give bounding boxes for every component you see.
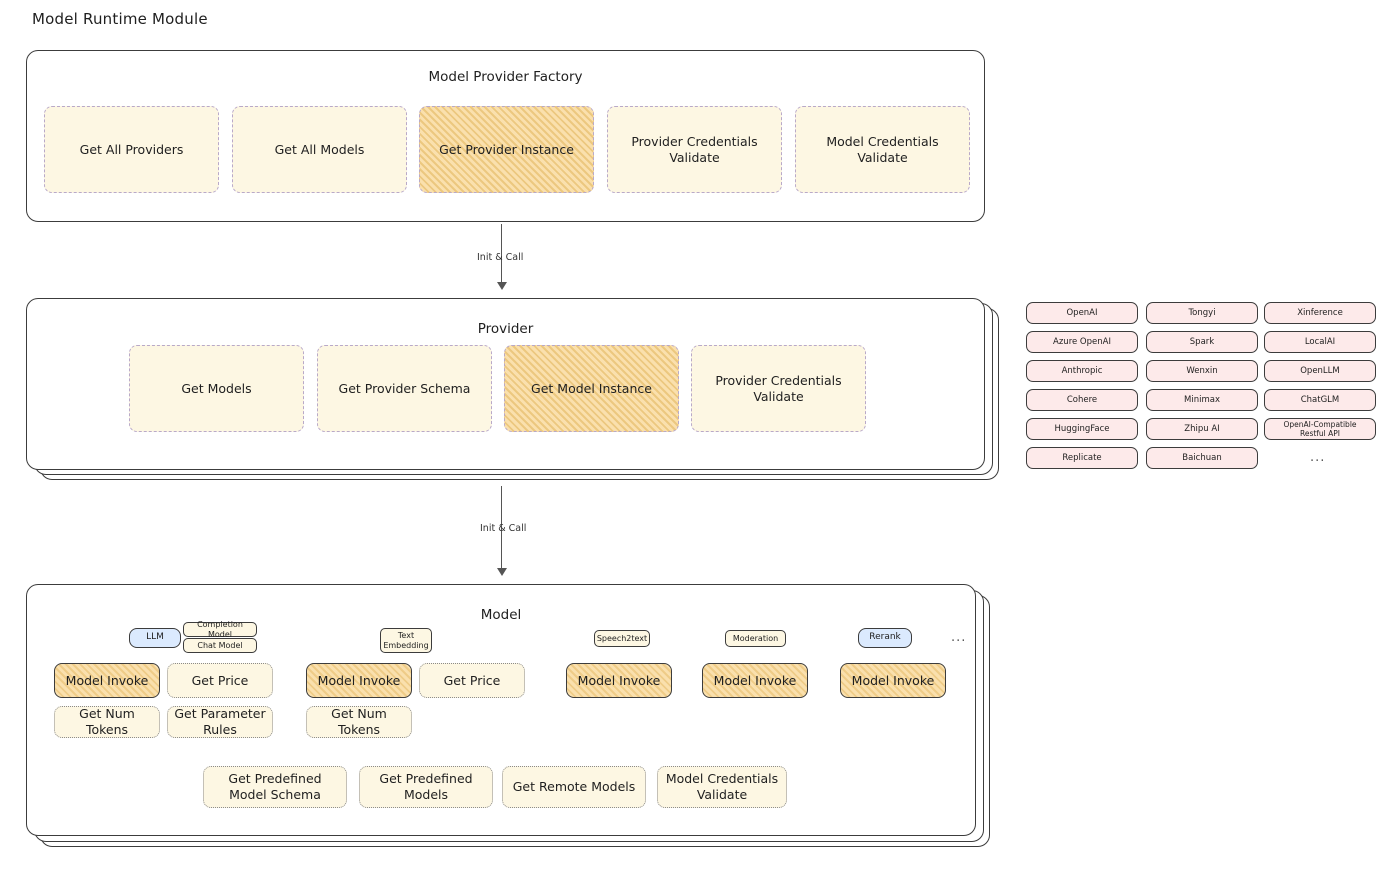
model-node-model-credentials-validate[interactable]: Model Credentials Validate xyxy=(657,766,787,808)
model-node-get-predefined-models[interactable]: Get Predefined Models xyxy=(359,766,493,808)
model-node-llm-get-num-tokens[interactable]: Get Num Tokens xyxy=(54,706,160,738)
factory-node-provider-credentials-validate[interactable]: Provider Credentials Validate xyxy=(607,106,782,193)
factory-node-get-all-providers[interactable]: Get All Providers xyxy=(44,106,219,193)
provider-list-item-azure-openai[interactable]: Azure OpenAI xyxy=(1026,331,1138,353)
arrow-factory-to-provider-head xyxy=(497,282,507,290)
provider-list-item-cohere[interactable]: Cohere xyxy=(1026,389,1138,411)
model-type-rerank[interactable]: Rerank xyxy=(858,628,912,648)
factory-node-get-all-models[interactable]: Get All Models xyxy=(232,106,407,193)
provider-list-item-tongyi[interactable]: Tongyi xyxy=(1146,302,1258,324)
provider-node-get-provider-schema[interactable]: Get Provider Schema xyxy=(317,345,492,432)
model-node-get-predefined-model-schema[interactable]: Get Predefined Model Schema xyxy=(203,766,347,808)
model-node-llm-model-invoke[interactable]: Model Invoke xyxy=(54,663,160,698)
provider-list-item-baichuan[interactable]: Baichuan xyxy=(1146,447,1258,469)
provider-node-get-model-instance[interactable]: Get Model Instance xyxy=(504,345,679,432)
model-type-llm[interactable]: LLM xyxy=(129,628,181,648)
model-title: Model xyxy=(480,607,522,623)
model-type-speech2text[interactable]: Speech2text xyxy=(594,630,650,647)
provider-node-provider-credentials-validate[interactable]: Provider Credentials Validate xyxy=(691,345,866,432)
provider-list-item-spark[interactable]: Spark xyxy=(1146,331,1258,353)
model-node-llm-get-price[interactable]: Get Price xyxy=(167,663,273,698)
arrow-provider-to-model-label: Init & Call xyxy=(480,523,527,534)
provider-list-item-xinference[interactable]: Xinference xyxy=(1264,302,1376,324)
factory-node-get-provider-instance[interactable]: Get Provider Instance xyxy=(419,106,594,193)
model-node-get-remote-models[interactable]: Get Remote Models xyxy=(502,766,646,808)
model-node-rerank-model-invoke[interactable]: Model Invoke xyxy=(840,663,946,698)
model-node-text-embedding-model-invoke[interactable]: Model Invoke xyxy=(306,663,412,698)
provider-list-item-replicate[interactable]: Replicate xyxy=(1026,447,1138,469)
model-node-llm-get-parameter-rules[interactable]: Get Parameter Rules xyxy=(167,706,273,738)
provider-list-item-chatglm[interactable]: ChatGLM xyxy=(1264,389,1376,411)
arrow-provider-to-model-head xyxy=(497,568,507,576)
provider-list-more: ... xyxy=(1310,450,1326,465)
provider-list-item-wenxin[interactable]: Wenxin xyxy=(1146,360,1258,382)
model-node-speech2text-model-invoke[interactable]: Model Invoke xyxy=(566,663,672,698)
page-title: Model Runtime Module xyxy=(32,10,208,28)
model-subtype-completion-model[interactable]: Completion Model xyxy=(183,622,257,637)
model-provider-factory-title: Model Provider Factory xyxy=(428,69,583,85)
factory-node-model-credentials-validate[interactable]: Model Credentials Validate xyxy=(795,106,970,193)
arrow-factory-to-provider-label: Init & Call xyxy=(477,252,524,263)
provider-list-item-openai-compatible-restful-api[interactable]: OpenAI-Compatible Restful API xyxy=(1264,418,1376,440)
model-subtype-chat-model[interactable]: Chat Model xyxy=(183,638,257,653)
provider-list-item-anthropic[interactable]: Anthropic xyxy=(1026,360,1138,382)
provider-node-get-models[interactable]: Get Models xyxy=(129,345,304,432)
provider-list-item-huggingface[interactable]: HuggingFace xyxy=(1026,418,1138,440)
model-node-text-embedding-get-price[interactable]: Get Price xyxy=(419,663,525,698)
provider-list-item-openai[interactable]: OpenAI xyxy=(1026,302,1138,324)
model-type-text-embedding[interactable]: Text Embedding xyxy=(380,628,432,653)
provider-list-item-localai[interactable]: LocalAI xyxy=(1264,331,1376,353)
provider-title: Provider xyxy=(477,321,534,337)
provider-list-item-zhipu-ai[interactable]: Zhipu AI xyxy=(1146,418,1258,440)
model-types-more: ... xyxy=(951,630,967,645)
provider-list-item-openllm[interactable]: OpenLLM xyxy=(1264,360,1376,382)
model-node-moderation-model-invoke[interactable]: Model Invoke xyxy=(702,663,808,698)
model-node-text-embedding-get-num-tokens[interactable]: Get Num Tokens xyxy=(306,706,412,738)
model-type-moderation[interactable]: Moderation xyxy=(725,630,786,647)
provider-list-item-minimax[interactable]: Minimax xyxy=(1146,389,1258,411)
